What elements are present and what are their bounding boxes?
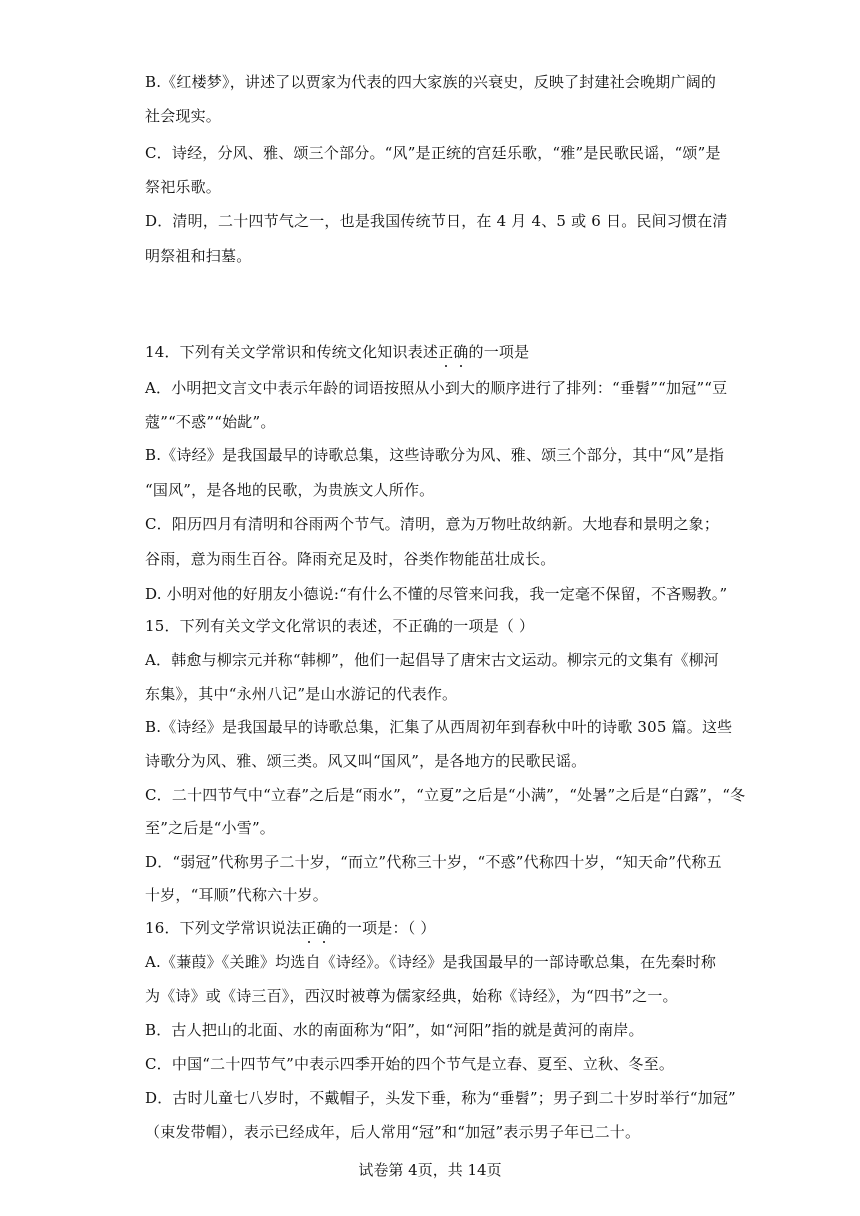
q14-option-a-line2: 蔻”“不惑”“始龀”。 bbox=[145, 413, 276, 431]
q16-emphasis-char-2: 确 bbox=[316, 919, 332, 937]
q16-stem bbox=[145, 918, 725, 938]
q15-option-c-line1: C．二十四节气中“立春”之后是“雨水”，“立夏”之后是“小满”，“处暑”之后是“白露”，“冬 bbox=[145, 786, 746, 804]
q14-emphasis-char-2: 确 bbox=[453, 343, 469, 361]
q16-stem-post: 的一项是：（ ） bbox=[331, 919, 436, 937]
q13-option-c-line2: 祭祀乐歌。 bbox=[145, 178, 222, 196]
q13-option-b-line1: B.《红楼梦》，讲述了以贾家为代表的四大家族的兴衰史，反映了封建社会晚期广阔的 bbox=[145, 73, 717, 91]
q15-stem: 15．下列有关文学文化常识的表述，不正确的一项是（ ） bbox=[145, 617, 535, 635]
q14-option-a-line1: A．小明把文言文中表示年龄的词语按照从小到大的顺序进行了排列：“垂髫”“加冠”“豆 bbox=[145, 379, 728, 397]
q14-stem-post: 的一项是 bbox=[468, 343, 530, 361]
q15-option-a-line2: 东集》，其中“永州八记”是山水游记的代表作。 bbox=[145, 685, 458, 703]
q15-option-c-line2: 至”之后是“小雪”。 bbox=[145, 819, 276, 837]
page-footer: 试卷第 4页，共 14页 bbox=[358, 1161, 502, 1179]
q14-option-c-line1: C．阳历四月有清明和谷雨两个节气。清明，意为万物吐故纳新。大地春和景明之象； bbox=[145, 515, 720, 533]
q14-option-d-line1: D. 小明对他的好朋友小德说:“有什么不懂的尽管来问我，我一定毫不保留，不吝赐教。” bbox=[145, 585, 728, 603]
q15-option-b-line2: 诗歌分为风、雅、颂三类。风又叫“国风”，是各地方的民歌民谣。 bbox=[145, 752, 587, 770]
q13-option-d-line1: D．清明，二十四节气之一，也是我国传统节日，在 4 月 4、5 或 6 日。民间习惯在清 bbox=[145, 212, 728, 230]
q15-option-d-line2: 十岁，“耳顺”代称六十岁。 bbox=[145, 886, 328, 904]
q16-option-c-line1: C．中国“二十四节气”中表示四季开始的四个节气是立春、夏至、立秋、冬至。 bbox=[145, 1055, 675, 1073]
q16-option-b-line1: B．古人把山的北面、水的南面称为“阳”，如“河阳”指的就是黄河的南岸。 bbox=[145, 1021, 644, 1039]
q14-stem-pre: 14．下列有关文学常识和传统文化知识表述 bbox=[145, 343, 439, 361]
q15-option-d-line1: D．“弱冠”代称男子二十岁，“而立”代称三十岁，“不惑”代称四十岁，“知天命”代称五 bbox=[145, 853, 722, 871]
q15-option-a-line1: A．韩愈与柳宗元并称“韩柳”，他们一起倡导了唐宋古文运动。柳宗元的文集有《柳河 bbox=[145, 651, 719, 669]
q16-option-a-line1: A.《蒹葭》《关雎》均选自《诗经》。《诗经》是我国最早的一部诗歌总集，在先秦时称 bbox=[145, 953, 717, 971]
q14-option-c-line2: 谷雨，意为雨生百谷。降雨充足及时，谷类作物能茁壮成长。 bbox=[145, 550, 556, 568]
q13-option-d-line2: 明祭祖和扫墓。 bbox=[145, 247, 252, 265]
q16-option-d-line1: D．古时儿童七八岁时，不戴帽子，头发下垂，称为“垂髫”；男子到二十岁时举行“加冠” bbox=[145, 1089, 736, 1107]
q13-option-b-line2: 社会现实。 bbox=[145, 107, 222, 125]
q16-stem-pre: 16．下列文学常识说法 bbox=[145, 919, 302, 937]
q14-option-b-line2: “国风”，是各地的民歌，为贵族文人所作。 bbox=[145, 481, 435, 499]
q14-stem bbox=[145, 342, 725, 362]
q16-emphasis-char-1: 正 bbox=[301, 919, 317, 937]
q16-option-a-line2: 为《诗》或《诗三百》，西汉时被尊为儒家经典，始称《诗经》，为“四书”之一。 bbox=[145, 987, 678, 1005]
q13-option-c-line1: C．诗经，分风、雅、颂三个部分。“风”是正统的宫廷乐歌，“雅”是民歌民谣，“颂”是 bbox=[145, 144, 721, 162]
q16-option-d-line2: （束发带帽），表示已经成年，后人常用“冠”和“加冠”表示男子年已二十。 bbox=[145, 1123, 641, 1141]
q15-option-b-line1: B.《诗经》是我国最早的诗歌总集，汇集了从西周初年到春秋中叶的诗歌 305 篇。这些 bbox=[145, 718, 733, 736]
q14-emphasis-char-1: 正 bbox=[438, 343, 454, 361]
q14-option-b-line1: B.《诗经》是我国最早的诗歌总集，这些诗歌分为风、雅、颂三个部分，其中“风”是指 bbox=[145, 446, 725, 464]
